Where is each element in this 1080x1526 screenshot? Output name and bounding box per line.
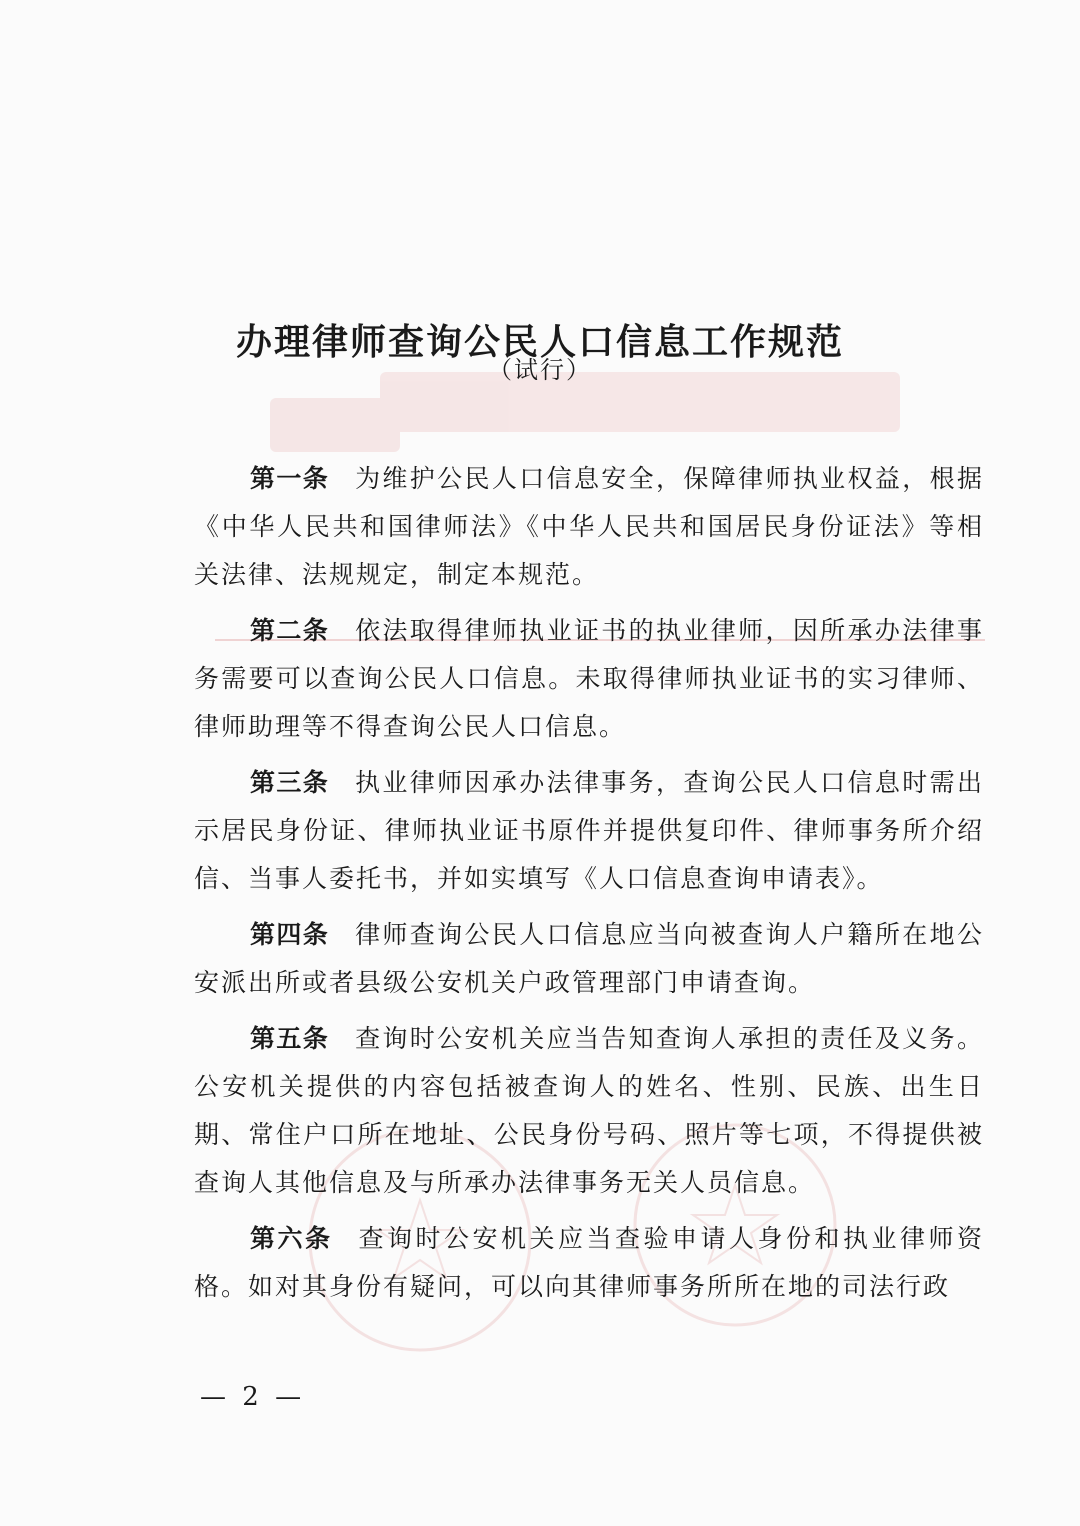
page-number: — 2 — [200,1382,306,1412]
document-body [194,455,984,1319]
article-text: 查询时公安机关应当查验申请人身份和执业律师资格。如对其身份有疑问，可以向其律师事务所所在地的司法行政 [194,1224,984,1301]
article-4 [194,911,984,1007]
article-3 [194,759,984,903]
document-subtitle: （试行） [488,356,592,384]
article-label: 第三条 [250,768,330,797]
article-5 [194,1015,984,1207]
article-label: 第四条 [250,920,330,949]
article-text: 依法取得律师执业证书的执业律师，因所承办法律事务需要可以查询公民人口信息。未取得律师执业证书的实习律师、律师助理等不得查询公民人口信息。 [194,616,984,741]
article-2 [194,607,984,751]
article-text: 查询时公安机关应当告知查询人承担的责任及义务。公安机关提供的内容包括被查询人的姓名、性别、民族、出生日期、常住户口所在地址、公民身份号码、照片等七项，不得提供被查询人其他信息及与所承办法律事务无关人员信息。 [194,1024,984,1197]
article-text: 律师查询公民人口信息应当向被查询人户籍所在地公安派出所或者县级公安机关户政管理部门申请查询。 [194,920,984,997]
article-text: 为维护公民人口信息安全，保障律师执业权益，根据《中华人民共和国律师法》《中华人民共和国居民身份证法》等相关法律、法规规定，制定本规范。 [194,464,984,589]
article-text: 执业律师因承办法律事务，查询公民人口信息时需出示居民身份证、律师执业证书原件并提供复印件、律师事务所介绍信、当事人委托书，并如实填写《人口信息查询申请表》。 [194,768,984,893]
article-label: 第二条 [250,616,330,645]
article-1 [194,455,984,599]
article-label: 第一条 [250,464,330,493]
article-label: 第五条 [250,1024,330,1053]
article-label: 第六条 [250,1224,333,1253]
article-6 [194,1215,984,1311]
document-title: 办理律师查询公民人口信息工作规范 [235,321,844,364]
